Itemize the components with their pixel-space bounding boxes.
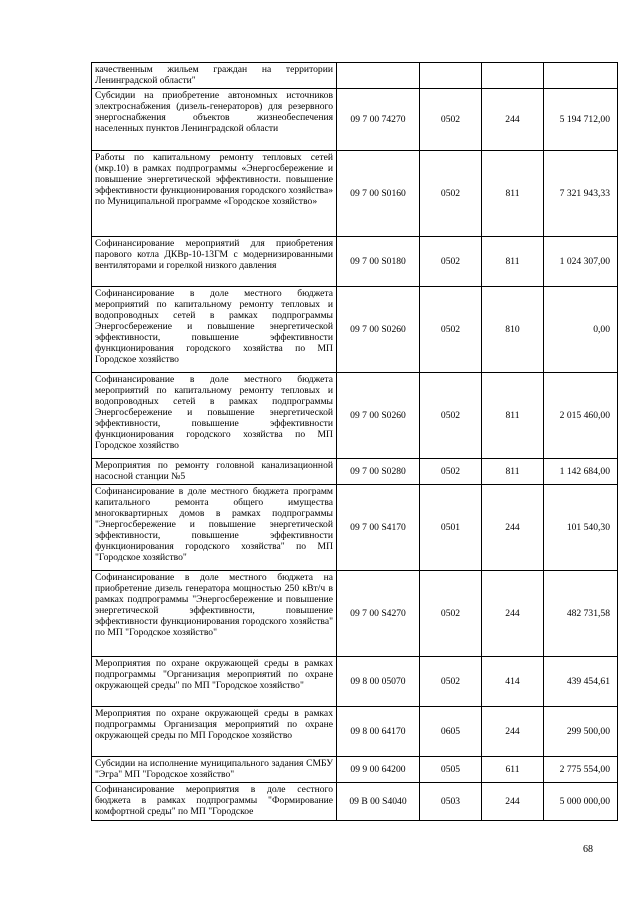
row-description: Софинансирование мероприятий для приобретения парового котла ДКВр-10-13ГМ с модернизированными вентиляторами и горелкой низкого давления: [92, 237, 337, 287]
budget-table: [91, 62, 618, 821]
target-code: 09 7 00 S4270: [337, 571, 420, 657]
amount: 299 500,00: [544, 707, 618, 757]
expense-type: 244: [482, 485, 544, 571]
row-description: Софинансирование в доле местного бюджета мероприятий по капитальному ремонту тепловых и водопроводных сетей в рамках подпрограммы Энергосбережение и повышение энергетической эффективности, повышение эффективности функционирования городского хозяйства по МП Городское хозяйство: [92, 373, 337, 459]
section-code: 0605: [420, 707, 482, 757]
target-code: [337, 63, 420, 89]
table-row[interactable]: [92, 287, 618, 373]
row-description: Субсидии на исполнение муниципального задания СМБУ "Эгра" МП "Городское хозяйство": [92, 757, 337, 783]
section-code: 0502: [420, 237, 482, 287]
expense-type: 244: [482, 89, 544, 151]
target-code: 09 9 00 64200: [337, 757, 420, 783]
expense-type: 811: [482, 237, 544, 287]
section-code: 0502: [420, 571, 482, 657]
target-code: 09 8 00 64170: [337, 707, 420, 757]
target-code: 09 7 00 74270: [337, 89, 420, 151]
section-code: 0502: [420, 459, 482, 485]
section-code: 0501: [420, 485, 482, 571]
section-code: 0502: [420, 287, 482, 373]
row-description: Софинансирование в доле местного бюджета программ капитального ремонта общего имущества многоквартирных домов в рамках подпрограммы "Энергосбережение и повышение энергетической эффективности, повышение эффективности функционирования городского хозяйства" по МП "Городское хозяйство": [92, 485, 337, 571]
amount: 5 000 000,00: [544, 783, 618, 821]
expense-type: 811: [482, 459, 544, 485]
expense-type: 611: [482, 757, 544, 783]
table-row[interactable]: [92, 757, 618, 783]
table-row[interactable]: [92, 783, 618, 821]
row-description: качественным жильем граждан на территории Ленинградской области": [92, 63, 337, 89]
target-code: 09 7 00 S0260: [337, 287, 420, 373]
amount: 439 454,61: [544, 657, 618, 707]
section-code: 0503: [420, 783, 482, 821]
table-row[interactable]: [92, 373, 618, 459]
target-code: 09 7 00 S0260: [337, 373, 420, 459]
amount: 1 142 684,00: [544, 459, 618, 485]
table-row[interactable]: [92, 485, 618, 571]
row-description: Софинансирование мероприятия в доле сестного бюджета в рамках подпрограммы "Формирование комфортной среды" по МП "Городское: [92, 783, 337, 821]
expense-type: 244: [482, 707, 544, 757]
section-code: 0502: [420, 151, 482, 237]
amount: 1 024 307,00: [544, 237, 618, 287]
target-code: 09 7 00 S0280: [337, 459, 420, 485]
amount: 2 775 554,00: [544, 757, 618, 783]
section-code: 0505: [420, 757, 482, 783]
expense-type: 810: [482, 287, 544, 373]
expense-type: 811: [482, 151, 544, 237]
row-description: Софинансирование в доле местного бюджета мероприятий по капитальному ремонту тепловых и водопроводных сетей в рамках подпрограммы Энергосбережение и повышение энергетической эффективности, повышение эффективности функционирования городского хозяйства по МП Городское хозяйство: [92, 287, 337, 373]
amount: [544, 63, 618, 89]
section-code: 0502: [420, 657, 482, 707]
table-row[interactable]: [92, 657, 618, 707]
target-code: 09 7 00 S4170: [337, 485, 420, 571]
table-row[interactable]: [92, 707, 618, 757]
table-row[interactable]: [92, 89, 618, 151]
expense-type: [482, 63, 544, 89]
amount: 101 540,30: [544, 485, 618, 571]
amount: 2 015 460,00: [544, 373, 618, 459]
table-row[interactable]: [92, 151, 618, 237]
expense-type: 244: [482, 571, 544, 657]
row-description: Работы по капитальному ремонту тепловых сетей (мкр.10) в рамках подпрограммы «Энергосбережение и повышение энергетической эффективности. повышение эффективности функционирования городского хозяйства» по Муниципальной программе «Городское хозяйство»: [92, 151, 337, 237]
section-code: 0502: [420, 89, 482, 151]
row-description: Мероприятия по охране окружающей среды в рамках подпрограммы "Организация мероприятий по охране окружающей среды" по МП "Городское хозяйство": [92, 657, 337, 707]
expense-type: 244: [482, 783, 544, 821]
target-code: 09 7 00 S0180: [337, 237, 420, 287]
target-code: 09 7 00 S0160: [337, 151, 420, 237]
expense-type: 414: [482, 657, 544, 707]
row-description: Софинансирование в доле местного бюджета на приобретение дизель генератора мощностью 250 кВт/ч в рамках подпрограммы "Энергосбережение и повышение энергетической эффективности, повышение эффективности функционирования городского хозяйства" по МП "Городское хозяйство": [92, 571, 337, 657]
row-description: Субсидии на приобретение автономных источников электроснабжения (дизель-генераторов) для резервного энергоснабжения объектов жизнеобеспечения населенных пунктов Ленинградской области: [92, 89, 337, 151]
section-code: [420, 63, 482, 89]
section-code: 0502: [420, 373, 482, 459]
amount: 7 321 943,33: [544, 151, 618, 237]
table-row[interactable]: [92, 571, 618, 657]
page-number: 68: [583, 844, 593, 855]
amount: 5 194 712,00: [544, 89, 618, 151]
target-code: 09 В 00 S4040: [337, 783, 420, 821]
row-description: Мероприятия по охране окружающей среды в рамках подпрограммы Организация мероприятий по охране окружающей среды по МП Городское хозяйство: [92, 707, 337, 757]
amount: 0,00: [544, 287, 618, 373]
row-description: Мероприятия по ремонту головной канализационной насосной станции №5: [92, 459, 337, 485]
target-code: 09 8 00 05070: [337, 657, 420, 707]
amount: 482 731,58: [544, 571, 618, 657]
expense-type: 811: [482, 373, 544, 459]
table-row[interactable]: [92, 459, 618, 485]
table-row[interactable]: [92, 237, 618, 287]
table-row[interactable]: [92, 63, 618, 89]
